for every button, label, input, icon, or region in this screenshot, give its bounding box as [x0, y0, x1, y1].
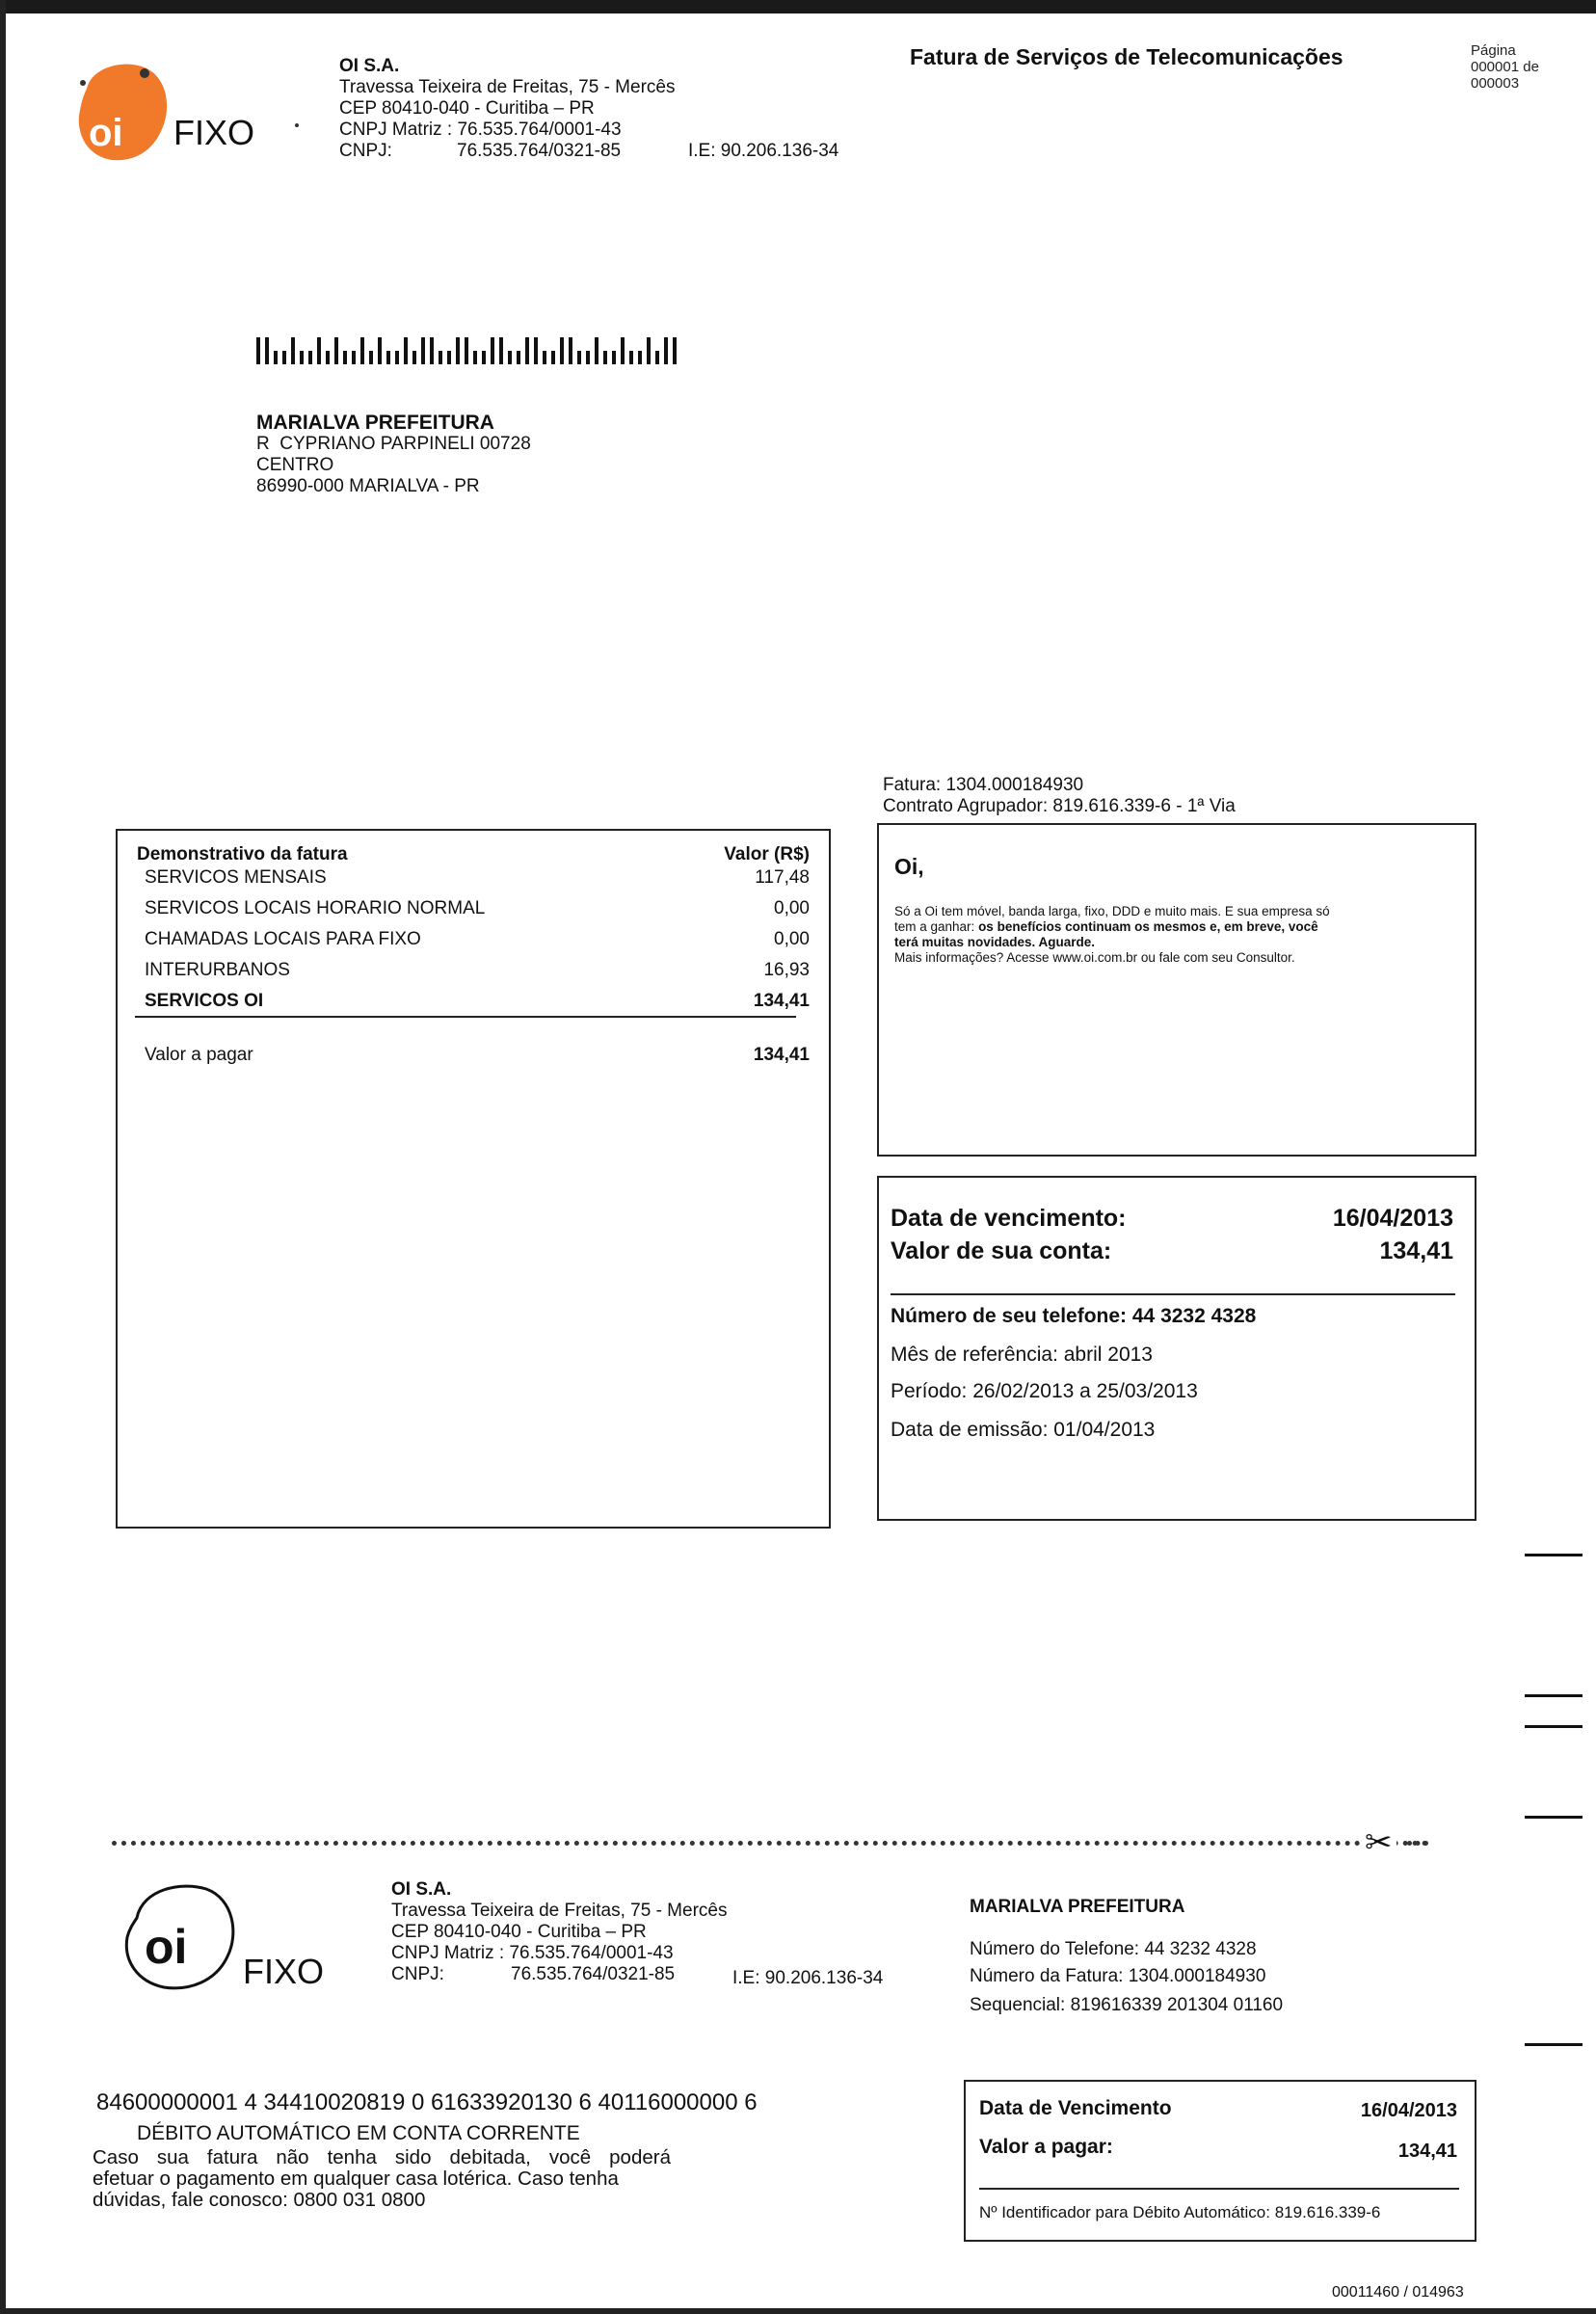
stub-oi-logo [121, 1879, 243, 1995]
postal-barcode [256, 337, 680, 364]
message-greeting: Oi, [894, 854, 924, 879]
message-line-1: Só a Oi tem móvel, banda larga, fixo, DDD e muito mais. E sua empresa só [894, 904, 1330, 918]
company-ie: I.E: 90.206.136-34 [688, 141, 839, 161]
message-line-2 [894, 919, 1463, 935]
statement-divider [135, 1016, 796, 1018]
auto-debit-notice [93, 2147, 671, 2211]
barcode-digits: 84600000001 4 34410020819 0 61633920130 6 40116000000 6 [96, 2089, 758, 2115]
scan-bottom-edge [0, 2308, 1596, 2314]
company-cnpj-label: CNPJ: [339, 141, 392, 161]
margin-mark [1525, 2043, 1583, 2046]
brand-fixo: FIXO [173, 113, 255, 152]
margin-mark [1525, 1816, 1583, 1819]
statement-total-label: Valor a pagar [145, 1045, 253, 1065]
recipient-city: 86990-000 MARIALVA - PR [256, 476, 480, 496]
recipient-name: MARIALVA PREFEITURA [256, 412, 494, 434]
statement-item-label: INTERURBANOS [145, 960, 290, 980]
summary-divider [891, 1293, 1455, 1295]
scissors-icon: ✂ [1361, 1825, 1396, 1860]
stub-company-name: OI S.A. [391, 1879, 452, 1900]
message-box [877, 823, 1476, 1157]
page-total: 000003 [1471, 75, 1520, 92]
header-bullet [295, 123, 299, 127]
stub-amount-value: 134,41 [1397, 2141, 1457, 2162]
summary-box [877, 1176, 1476, 1521]
cut-line-tail [1407, 1841, 1428, 1846]
stub-due-label: Data de Vencimento [979, 2097, 1172, 2119]
summary-amount-label: Valor de sua conta: [891, 1237, 1112, 1264]
summary-amount-value: 134,41 [1379, 1237, 1453, 1264]
message-line-2-plain: tem a ganhar: [894, 919, 979, 934]
stub-divider [979, 2188, 1459, 2190]
stub-sequence: Sequencial: 819616339 201304 01160 [970, 1995, 1284, 2015]
stub-customer-name: MARIALVA PREFEITURA [970, 1897, 1185, 1917]
statement-item-label: SERVICOS MENSAIS [145, 867, 327, 888]
document-code: 00011460 / 014963 [1332, 2284, 1464, 2301]
cut-line [112, 1841, 1428, 1846]
statement-box [116, 829, 831, 1529]
stub-logo-text: oi [145, 1920, 188, 1974]
statement-subtotal-label: SERVICOS OI [145, 991, 264, 1011]
invoice-title: Fatura de Serviços de Telecomunicações [910, 44, 1343, 69]
summary-period: Período: 26/02/2013 a 25/03/2013 [891, 1380, 1198, 1402]
stub-invoice-number: Número da Fatura: 1304.000184930 [970, 1966, 1266, 1986]
margin-mark [1525, 1694, 1583, 1697]
message-line-2-bold: os benefícios continuam os mesmos e, em breve, você [978, 919, 1318, 934]
stub-amount-label: Valor a pagar: [979, 2136, 1113, 2158]
summary-issue-date: Data de emissão: 01/04/2013 [891, 1419, 1156, 1441]
company-cnpj-matriz: CNPJ Matriz : 76.535.764/0001-43 [339, 120, 622, 140]
stub-payment-box [964, 2080, 1476, 2242]
message-body [894, 904, 1463, 966]
message-line-3: terá muitas novidades. Aguarde. [894, 935, 1096, 949]
invoice-number: Fatura: 1304.000184930 [883, 775, 1084, 795]
summary-due-value: 16/04/2013 [1332, 1205, 1453, 1232]
stub-due-value: 16/04/2013 [1360, 2100, 1457, 2121]
stub-brand-fixo: FIXO [243, 1952, 325, 1991]
statement-item-label: CHAMADAS LOCAIS PARA FIXO [145, 929, 421, 949]
recipient-district: CENTRO [256, 455, 334, 475]
statement-value-header: Valor (R$) [724, 844, 810, 864]
company-name: OI S.A. [339, 56, 400, 76]
message-line-4: Mais informações? Acesse www.oi.com.br ou fale com seu Consultor. [894, 950, 1295, 965]
stub-phone: Número do Telefone: 44 3232 4328 [970, 1939, 1257, 1959]
statement-subtotal-value: 134,41 [753, 991, 810, 1011]
notice-line-1: Caso sua fatura não tenha sido debitada, você poderá [93, 2146, 671, 2168]
summary-due-label: Data de vencimento: [891, 1205, 1127, 1232]
summary-phone: Número de seu telefone: 44 3232 4328 [891, 1305, 1257, 1327]
page-indicator [1471, 42, 1539, 92]
oi-logo-text: oi [89, 112, 123, 154]
stub-company-cnpj-label: CNPJ: [391, 1964, 444, 1984]
page-number: 000001 de [1471, 59, 1539, 75]
notice-line-2: efetuar o pagamento em qualquer casa lotérica. Caso tenha [93, 2168, 619, 2190]
stub-company-cnpj-matriz: CNPJ Matriz : 76.535.764/0001-43 [391, 1943, 674, 1963]
summary-ref-month: Mês de referência: abril 2013 [891, 1343, 1153, 1366]
statement-item-value: 16,93 [763, 960, 810, 980]
stub-company-ie: I.E: 90.206.136-34 [732, 1968, 884, 1988]
contract-number: Contrato Agrupador: 819.616.339-6 - 1ª Via [883, 796, 1236, 816]
company-cep: CEP 80410-040 - Curitiba – PR [339, 98, 595, 119]
company-address: Travessa Teixeira de Freitas, 75 - Mercês [339, 77, 676, 97]
stub-company-cnpj-value: 76.535.764/0321-85 [511, 1964, 676, 1984]
stub-company-address: Travessa Teixeira de Freitas, 75 - Mercês [391, 1901, 728, 1921]
margin-mark [1525, 1554, 1583, 1556]
statement-item-label: SERVICOS LOCAIS HORARIO NORMAL [145, 898, 486, 918]
recipient-street: R CYPRIANO PARPINELI 00728 [256, 434, 531, 454]
notice-line-3: dúvidas, fale conosco: 0800 031 0800 [93, 2189, 426, 2211]
statement-item-value: 117,48 [755, 867, 810, 888]
statement-total-value: 134,41 [753, 1045, 810, 1065]
company-cnpj-value: 76.535.764/0321-85 [457, 141, 622, 161]
scan-left-edge [0, 0, 6, 2314]
stub-company-cep: CEP 80410-040 - Curitiba – PR [391, 1922, 647, 1942]
stub-debit-id: Nº Identificador para Débito Automático: 819.616.339-6 [979, 2203, 1381, 2221]
oi-logo [75, 60, 175, 166]
postal-barcode-bars [256, 337, 680, 364]
margin-mark [1525, 1725, 1583, 1728]
scan-top-edge [0, 0, 1596, 13]
statement-item-value: 0,00 [774, 929, 810, 949]
statement-item-value: 0,00 [774, 898, 810, 918]
statement-title: Demonstrativo da fatura [137, 844, 348, 864]
page-label: Página [1471, 42, 1516, 59]
auto-debit-title: DÉBITO AUTOMÁTICO EM CONTA CORRENTE [137, 2122, 580, 2144]
